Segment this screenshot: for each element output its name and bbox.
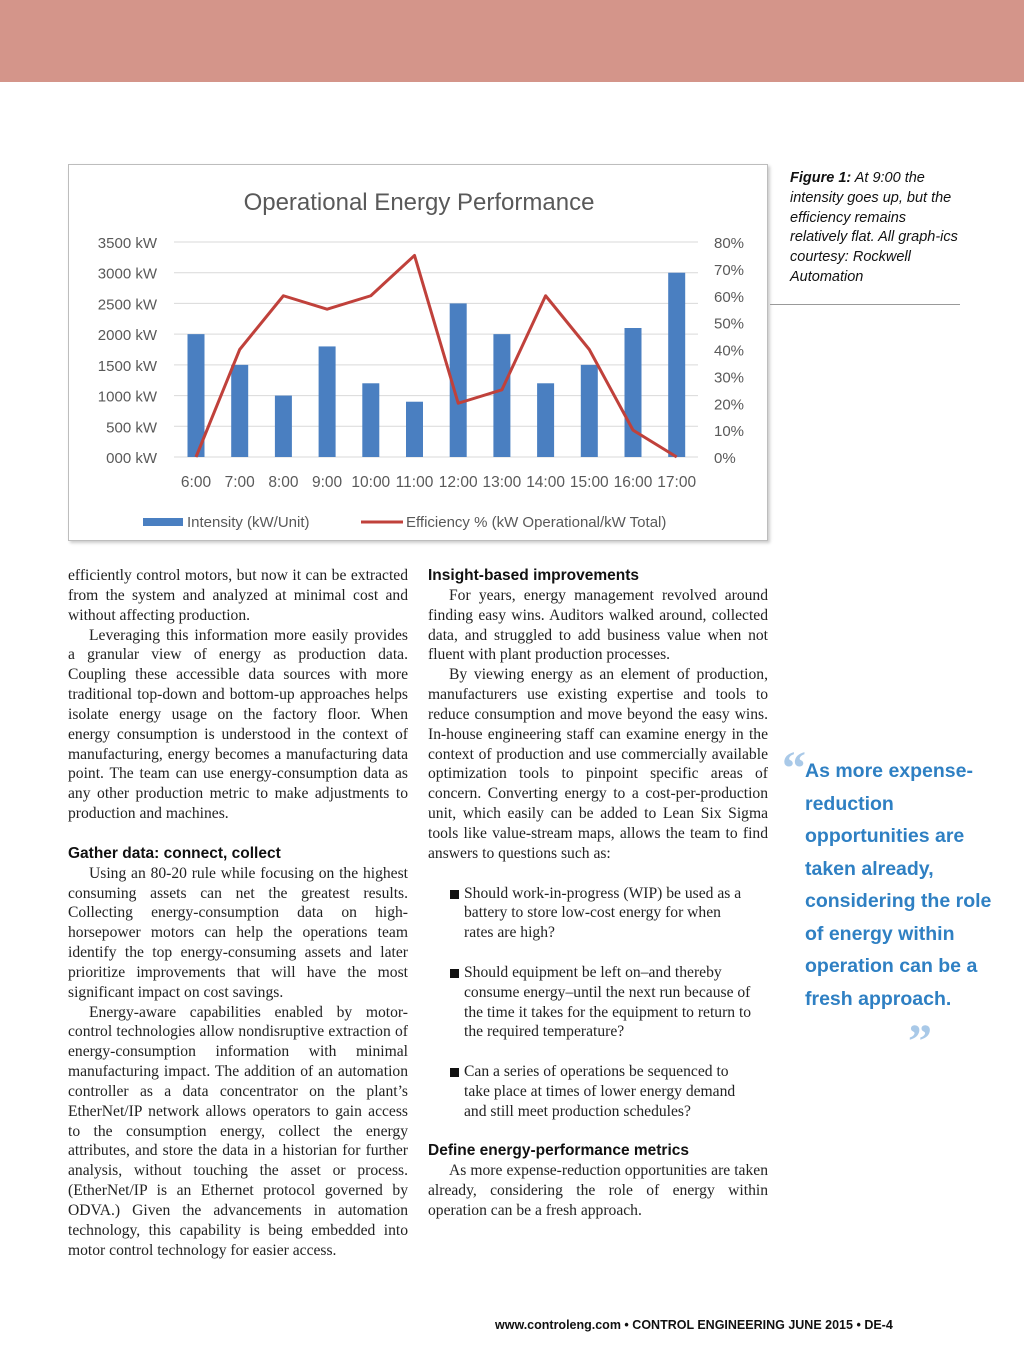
intensity-bar bbox=[493, 334, 510, 457]
footer-separator: • bbox=[856, 1318, 861, 1332]
bullet-item bbox=[428, 963, 768, 1042]
x-tick-label: 17:00 bbox=[657, 474, 697, 491]
section-heading: Define energy-performance metrics bbox=[428, 1142, 690, 1160]
bullet-item bbox=[428, 884, 768, 944]
x-tick-label: 11:00 bbox=[395, 474, 434, 491]
x-tick-label: 10:00 bbox=[351, 474, 391, 491]
y-left-tick-label: 1000 kW bbox=[97, 388, 157, 406]
intensity-bar bbox=[275, 396, 292, 457]
footer-separator: • bbox=[624, 1318, 629, 1332]
chart-title: Operational Energy Performance bbox=[243, 189, 595, 216]
y-left-tick-label: 3500 kW bbox=[97, 235, 157, 252]
bullet-square-icon bbox=[450, 890, 459, 899]
y-right-tick-label: 70% bbox=[714, 261, 745, 279]
paragraph: Using an 80-20 rule while focusing on the highest consuming assets can net the greatest results. Collecting energy-consumption data on high-horsepower motors can help the operations team identify the top energy-consuming assets and later prioritize improvements that will have the most significant impact on cost savings. bbox=[68, 864, 408, 1001]
legend-label-intensity: Intensity (kW/Unit) bbox=[187, 514, 310, 531]
intensity-bar bbox=[319, 346, 336, 457]
y-left-tick-label: 2500 kW bbox=[97, 296, 157, 314]
paragraph: Leveraging this information more easily provides a granular view of energy as production data. Coupling these accessible data sources with more traditional top-down and bottom-up approaches helps isolate energy usage on the factory floor. When energy consumption is understood in the context of manufacturing, energy becomes a manufacturing data point. The team can use energy-consumption data as any other production metric to make adjustments to production and machines. bbox=[68, 626, 408, 823]
page-footer bbox=[495, 1317, 893, 1333]
paragraph: As more expense-reduction opportunities are taken already, considering the role of energy within operation can be a fresh approach. bbox=[428, 1162, 768, 1219]
x-tick-label: 13:00 bbox=[482, 474, 522, 491]
intensity-bar bbox=[581, 365, 598, 457]
left-column bbox=[68, 566, 408, 1261]
section-heading: Insight-based improvements bbox=[428, 567, 640, 584]
legend-label-efficiency: Efficiency % (kW Operational/kW Total) bbox=[406, 514, 667, 531]
paragraph: For years, energy management revolved around finding easy wins. Auditors walked around, collected data, and struggled to add business value when not fluent with plant production processes. bbox=[428, 586, 768, 664]
bullet-square-icon bbox=[450, 969, 459, 978]
y-right-tick-label: 60% bbox=[714, 288, 745, 306]
x-tick-label: 15:00 bbox=[569, 474, 609, 491]
chart-svg bbox=[69, 165, 769, 542]
x-tick-label: 7:00 bbox=[224, 474, 255, 491]
caption-text: At 9:00 the intensity goes up, but the efficiency remains relatively flat. All graph-ics courtesy: Rockwell Automation bbox=[790, 170, 958, 285]
x-tick-label: 12:00 bbox=[438, 474, 478, 491]
bullet-text: Can a series of operations be sequenced to take place at times of lower energy demand and still meet production schedules? bbox=[464, 1063, 736, 1120]
figure-caption bbox=[790, 169, 965, 288]
y-right-tick-label: 30% bbox=[714, 369, 745, 387]
y-right-tick-label: 80% bbox=[714, 235, 745, 252]
x-tick-label: 8:00 bbox=[268, 474, 299, 491]
footer-publication: CONTROL ENGINEERING JUNE 2015 bbox=[632, 1318, 853, 1332]
y-left-tick-label: 1500 kW bbox=[97, 357, 157, 375]
y-right-tick-label: 20% bbox=[714, 396, 745, 414]
intensity-bar bbox=[231, 365, 248, 457]
x-tick-label: 6:00 bbox=[180, 474, 212, 491]
x-tick-label: 9:00 bbox=[312, 474, 343, 491]
legend-swatch-intensity bbox=[143, 518, 183, 526]
section-heading: Gather data: connect, collect bbox=[68, 844, 281, 862]
y-left-tick-label: 3000 kW bbox=[97, 265, 157, 283]
paragraph: By viewing energy as an element of production, manufacturers use existing expertise and tools to reduce consumption and move beyond the easy wins. In-house engineering staff can examine energy in the context of production and use commercially available optimization tools to pinpoint specific areas of concern. Converting energy to a cost-per-production unit, which easily can be added to Lean Six Sigma tools like value-stream maps, allows the team to find answers to questions such as: bbox=[428, 666, 768, 862]
intensity-bar bbox=[406, 402, 423, 457]
y-left-tick-label: 500 kW bbox=[106, 419, 157, 437]
y-right-tick-label: 0% bbox=[714, 450, 736, 467]
right-column bbox=[428, 566, 768, 1221]
y-right-tick-label: 40% bbox=[714, 342, 745, 360]
header-band bbox=[0, 0, 1024, 82]
paragraph: efficiently control motors, but now it can be extracted from the system and analyzed at minimal cost and without affecting production. bbox=[68, 567, 408, 624]
intensity-bar bbox=[625, 328, 642, 457]
intensity-bar bbox=[668, 273, 685, 457]
open-quote-icon: “ bbox=[782, 742, 806, 795]
y-right-tick-label: 50% bbox=[714, 315, 745, 333]
bullet-text: Should work-in-progress (WIP) be used as a battery to store low-cost energy for when rates are high? bbox=[464, 884, 742, 942]
energy-performance-chart bbox=[68, 164, 768, 541]
intensity-bar bbox=[537, 383, 554, 457]
caption-label: Figure 1: bbox=[790, 170, 852, 186]
caption-divider bbox=[770, 304, 960, 305]
bullet-text: Should equipment be left on–and thereby consume energy–until the next run because of the time it takes for the equipment to return to the required temperature? bbox=[464, 963, 752, 1041]
x-tick-label: 14:00 bbox=[526, 474, 565, 491]
footer-site: www.controleng.com bbox=[495, 1318, 621, 1332]
intensity-bar bbox=[362, 383, 379, 457]
pull-quote: As more expense-reduction opportunities are taken already, considering the role of energy within operation can be a fresh approach. bbox=[805, 760, 992, 1010]
paragraph: Energy-aware capabilities enabled by motor-control technologies allow nondisruptive extraction of energy-consumption information with minimal manufacturing impact. The addition of an automation controller as a data concentrator on the plant’s EtherNet/IP network allows operators to gain access to the consumption energy, collect the energy attributes, and store the data in a historian for further analysis, without touching the asset or process. (EtherNet/IP is an Ethernet protocol governed by ODVA.) Given the advancements in automation technology, this capability is being embedded into motor control technology for easier access. bbox=[68, 1003, 408, 1259]
bullet-square-icon bbox=[450, 1068, 459, 1077]
footer-page: DE-4 bbox=[864, 1318, 893, 1332]
x-tick-label: 16:00 bbox=[613, 474, 653, 491]
y-left-tick-label: 2000 kW bbox=[97, 327, 157, 345]
bullet-item bbox=[428, 1062, 768, 1122]
close-quote-icon: ” bbox=[908, 1015, 932, 1068]
y-left-tick-label: 000 kW bbox=[106, 450, 157, 467]
y-right-tick-label: 10% bbox=[714, 423, 745, 441]
